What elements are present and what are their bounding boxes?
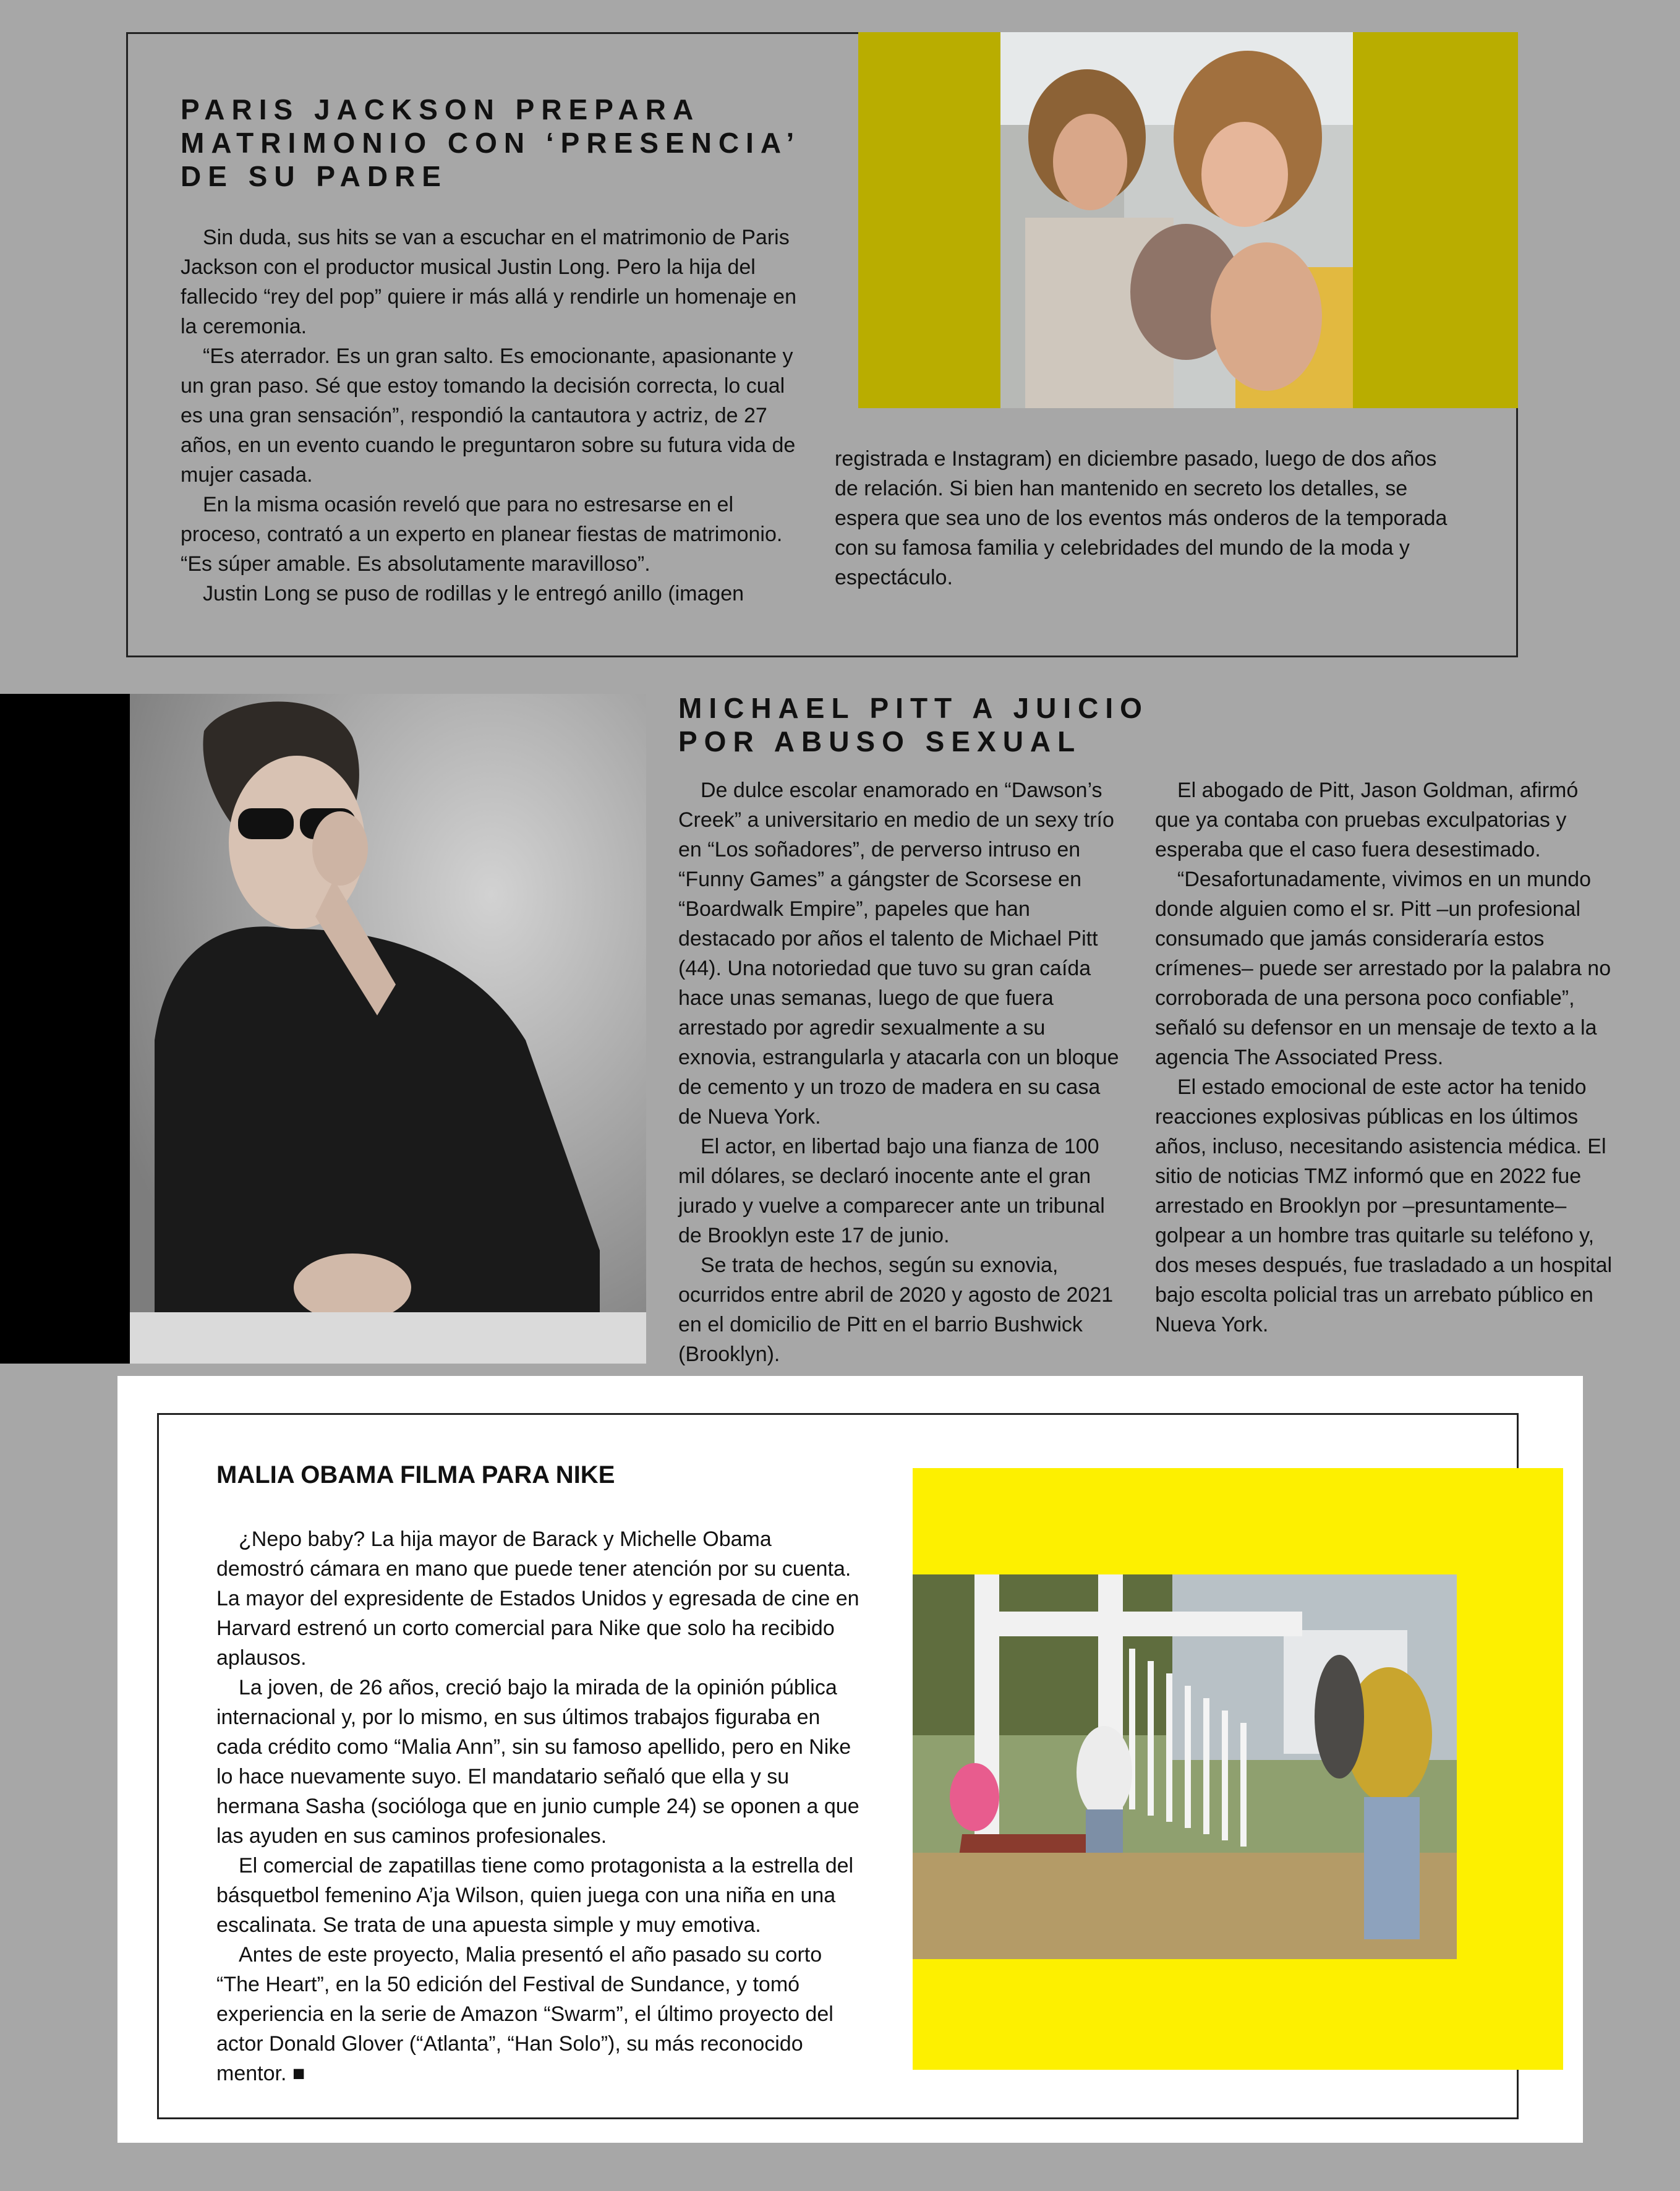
title-line: POR ABUSO SEXUAL bbox=[678, 725, 1082, 758]
paragraph: En la misma ocasión reveló que para no estresarse en el proceso, contrató a un experto en planear fiestas de matrimonio. “Es súper amable. Es absolutamente maravilloso”. bbox=[181, 493, 783, 576]
paragraph: “Es aterrador. Es un gran salto. Es emocionante, apasionante y un gran paso. Sé que estoy tomando la decisión correcta, lo cual es una gran sensación”, respondió la cantautora y actriz, de 27 años, en un evento cuando le preguntaron sobre su futura vida de mujer casada. bbox=[181, 344, 796, 487]
article-malia-body bbox=[216, 1524, 863, 2088]
article-pitt-title bbox=[678, 691, 1297, 758]
film-set-photo bbox=[913, 1574, 1457, 1959]
title-line: MATRIMONIO CON ‘PRESENCIA’ bbox=[181, 127, 801, 159]
article-paris-title bbox=[181, 93, 848, 193]
paragraph: ¿Nepo baby? La hija mayor de Barack y Michelle Obama demostró cámara en mano que puede tener atención por su cuenta. La mayor del expresidente de Estados Unidos y egresada de cine en Harvard estrenó un corto comercial para Nike que solo ha recibido aplausos. bbox=[216, 1527, 859, 1670]
paragraph: registrada e Instagram) en diciembre pasado, luego de dos años de relación. Si bien han mantenido en secreto los detalles, se espera que sea uno de los eventos más onderos de la temporada con su famosa familia y celebridades del mundo de la moda y espectáculo. bbox=[835, 447, 1448, 589]
portrait-photo bbox=[130, 694, 646, 1364]
article-paris-col1 bbox=[181, 223, 811, 609]
paragraph: El comercial de zapatillas tiene como protagonista a la estrella del básquetbol femenino A’ja Wilson, quien juega con una niña en una escalinata. Se trata de una apuesta simple y muy emotiva. bbox=[216, 1854, 854, 1937]
black-strip bbox=[0, 694, 130, 1364]
paragraph: El abogado de Pitt, Jason Goldman, afirmó que ya contaba con pruebas exculpatorias y esperaba que el caso fuera desestimado. bbox=[1155, 779, 1579, 861]
paragraph: Justin Long se puso de rodillas y le entregó anillo (imagen bbox=[203, 582, 744, 605]
paragraph: El actor, en libertad bajo una fianza de 100 mil dólares, se declaró inocente ante el gran jurado y vuelve a comparecer ante un tribunal de Brooklyn este 17 de junio. bbox=[678, 1135, 1105, 1247]
article-paris-col2 bbox=[835, 444, 1453, 592]
paragraph: De dulce escolar enamorado en “Dawson’s Creek” a universitario en medio de un sexy trío en “Los soñadores”, de perverso intruso en “Funny Games” a gángster de Scorsese en “Boardwalk Empire”, papeles que han destacado por años el talento de Michael Pitt (44). Una notoriedad que tuvo su gran caída hace unas semanas, luego de que fuera arrestado por agredir sexualmente a su exnovia, estrangularla y atacarla con un bloque de cemento y un trozo de madera en su casa de Nueva York. bbox=[678, 779, 1119, 1129]
couple-photo bbox=[1000, 32, 1353, 408]
article-malia-title: MALIA OBAMA FILMA PARA NIKE bbox=[216, 1461, 615, 1488]
paragraph: El estado emocional de este actor ha tenido reacciones explosivas públicas en los últimos años, incluso, necesitando asistencia médica. El sitio de noticias TMZ informó que en 2022 fue arrestado en Brooklyn por –presuntamente– golpear a un hombre tras quitarle su teléfono y, dos meses después, fue trasladado a un hospital bajo escolta policial tras un arrebato público en Nueva York. bbox=[1155, 1075, 1613, 1336]
paragraph: Antes de este proyecto, Malia presentó el año pasado su corto “The Heart”, en la 50 edición del Festival de Sundance, y tomó experiencia en la serie de Amazon “Swarm”, el último proyecto del actor Donald Glover (“Atlanta”, “Han Solo”), su más reconocido mentor. ■ bbox=[216, 1943, 834, 2085]
article-pitt-col1 bbox=[678, 775, 1128, 1369]
paragraph: “Desafortunadamente, vivimos en un mundo donde alguien como el sr. Pitt –un profesional consumado que jamás consideraría estos crímenes– puede ser arrestado por la palabra no corroborada de una persona poco confiable”, señaló su defensor en un mensaje de texto a la agencia The Associated Press. bbox=[1155, 868, 1611, 1069]
paragraph: La joven, de 26 años, creció bajo la mirada de la opinión pública internacional y, por lo mismo, en sus últimos trabajos figuraba en cada crédito como “Malia Ann”, sin su famoso apellido, pero en Nike lo hace nuevamente suyo. El mandatario señaló que ella y su hermana Sasha (socióloga que en junio cumple 24) se oponen a que las ayuden en sus caminos profesionales. bbox=[216, 1676, 859, 1848]
article-pitt-col2 bbox=[1155, 775, 1613, 1339]
title-line: PARIS JACKSON PREPARA bbox=[181, 93, 701, 126]
title-line: MICHAEL PITT A JUICIO bbox=[678, 692, 1149, 724]
paragraph: Sin duda, sus hits se van a escuchar en el matrimonio de Paris Jackson con el productor musical Justin Long. Pero la hija del fallecido “rey del pop” quiere ir más allá y rendirle un homenaje en la ceremonia. bbox=[181, 226, 796, 338]
paragraph: Se trata de hechos, según su exnovia, ocurridos entre abril de 2020 y agosto de 2021 en el domicilio de Pitt en el barrio Bushwick (Brooklyn). bbox=[678, 1254, 1114, 1366]
title-line: DE SU PADRE bbox=[181, 160, 448, 192]
